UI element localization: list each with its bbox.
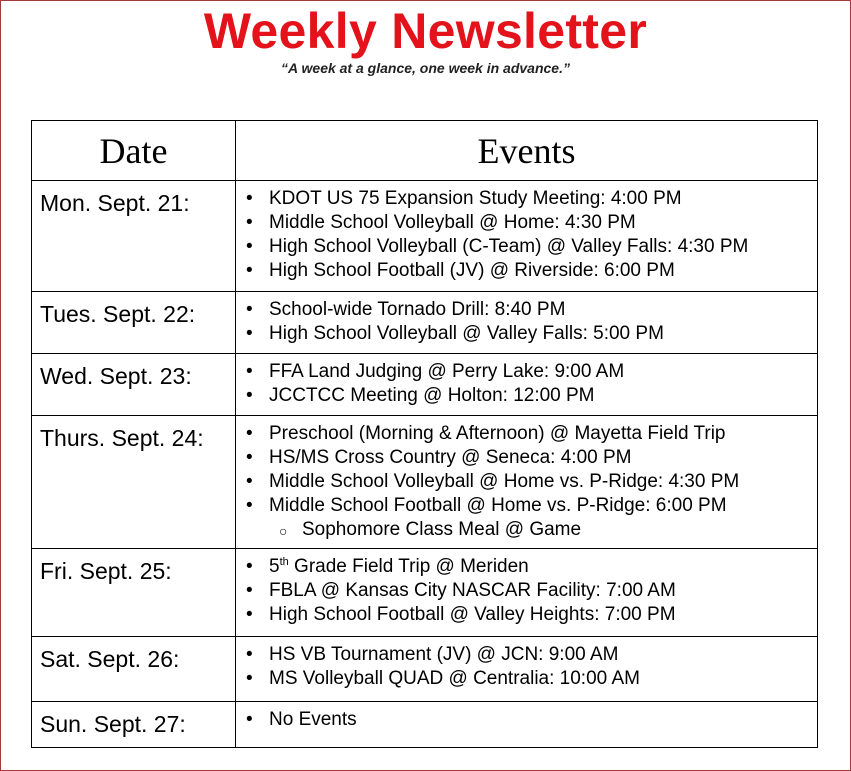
sub-event-item: ○ Sophomore Class Meal @ Game xyxy=(236,518,817,542)
event-list xyxy=(236,708,817,732)
grade-number: 5 xyxy=(269,556,280,577)
event-item: • Middle School Volleyball @ Home vs. P-Ridge: 4:30 PM xyxy=(236,470,817,494)
event-item: • JCCTCC Meeting @ Holton: 12:00 PM xyxy=(236,384,817,408)
date-cell: Thurs. Sept. 24: xyxy=(32,416,236,549)
events-cell xyxy=(236,416,818,549)
event-item: • High School Football (JV) @ Riverside: 6:00 PM xyxy=(236,259,817,283)
table-row xyxy=(32,549,818,637)
events-cell xyxy=(236,549,818,637)
event-item: • FFA Land Judging @ Perry Lake: 9:00 AM xyxy=(236,360,817,384)
date-cell: Sun. Sept. 27: xyxy=(32,702,236,748)
events-cell xyxy=(236,702,818,748)
events-cell xyxy=(236,354,818,416)
event-list xyxy=(236,298,817,346)
table-row xyxy=(32,181,818,292)
event-item: • High School Volleyball @ Valley Falls: 5:00 PM xyxy=(236,322,817,346)
event-item: • Preschool (Morning & Afternoon) @ Mayetta Field Trip xyxy=(236,422,817,446)
table-header-row xyxy=(32,121,818,181)
event-item: • MS Volleyball QUAD @ Centralia: 10:00 AM xyxy=(236,667,817,691)
newsletter-subtitle: “A week at a glance, one week in advance.” xyxy=(281,60,570,76)
newsletter-title: Weekly Newsletter xyxy=(203,3,648,59)
table-row xyxy=(32,354,818,416)
event-list xyxy=(236,360,817,408)
event-item: • No Events xyxy=(236,708,817,732)
event-list xyxy=(236,643,817,691)
events-cell xyxy=(236,637,818,702)
event-list xyxy=(236,422,817,542)
event-item xyxy=(236,555,817,579)
event-item: • Middle School Volleyball @ Home: 4:30 PM xyxy=(236,211,817,235)
event-list xyxy=(236,187,817,283)
events-cell xyxy=(236,181,818,292)
date-cell: Tues. Sept. 22: xyxy=(32,292,236,354)
event-list xyxy=(236,555,817,627)
event-text: Grade Field Trip @ Meriden xyxy=(288,556,529,577)
event-item: • High School Volleyball (C-Team) @ Valley Falls: 4:30 PM xyxy=(236,235,817,259)
table-row xyxy=(32,292,818,354)
event-item: • School-wide Tornado Drill: 8:40 PM xyxy=(236,298,817,322)
events-table xyxy=(31,120,818,748)
events-column-header: Events xyxy=(236,121,818,181)
events-cell xyxy=(236,292,818,354)
ordinal-suffix: th xyxy=(279,556,289,568)
event-item: • High School Football @ Valley Heights: 7:00 PM xyxy=(236,603,817,627)
date-cell: Fri. Sept. 25: xyxy=(32,549,236,637)
date-cell: Wed. Sept. 23: xyxy=(32,354,236,416)
table-row xyxy=(32,702,818,748)
event-item: • HS VB Tournament (JV) @ JCN: 9:00 AM xyxy=(236,643,817,667)
event-item: • Middle School Football @ Home vs. P-Ridge: 6:00 PM xyxy=(236,494,817,518)
date-column-header: Date xyxy=(32,121,236,181)
date-cell: Mon. Sept. 21: xyxy=(32,181,236,292)
event-item: • HS/MS Cross Country @ Seneca: 4:00 PM xyxy=(236,446,817,470)
event-item: • KDOT US 75 Expansion Study Meeting: 4:00 PM xyxy=(236,187,817,211)
table-row xyxy=(32,416,818,549)
table-row xyxy=(32,637,818,702)
date-cell: Sat. Sept. 26: xyxy=(32,637,236,702)
event-item: • FBLA @ Kansas City NASCAR Facility: 7:00 AM xyxy=(236,579,817,603)
